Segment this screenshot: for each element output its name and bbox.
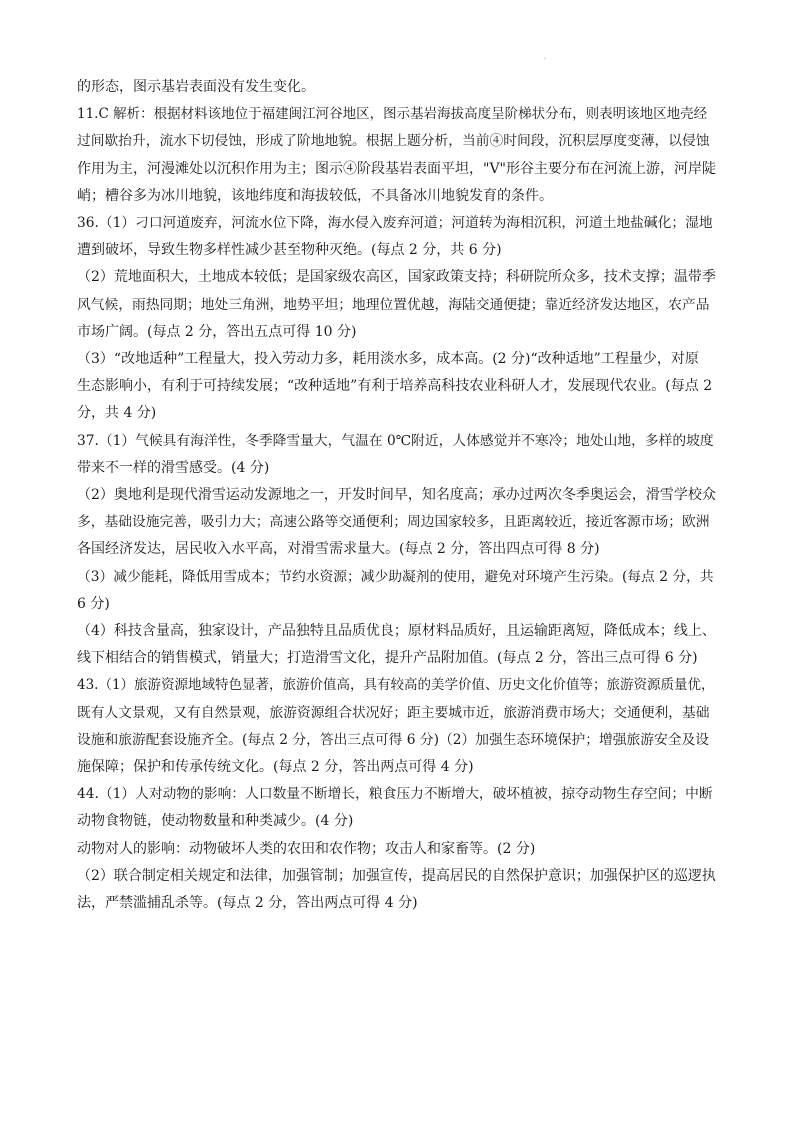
answer-paragraph-q36-1 [77,210,717,264]
text-line: 市场广阔。(每点 2 分，答出五点可得 10 分) [77,323,357,340]
text-line: （3）减少能耗，降低用雪成本；节约水资源；减少助凝剂的使用，避免对环境产生污染。(每点 2 分，共 [77,568,714,585]
text-line: （3）“改地适种”工程量大，投入劳动力多，耗用淡水多，成本高。(2 分)“改种适地”工程量少，对原 [77,351,699,368]
text-line: 峭；槽谷多为冰川地貌，该地纬度和海拔较低，不具备冰川地貌发育的条件。 [77,187,553,204]
text-line: 既有人文景观，又有自然景观，旅游资源组合状况好；距主要城市近，旅游消费市场大；交通便利，基础 [77,704,710,721]
text-line: 遭到破坏，导致生物多样性减少甚至物种灭绝。(每点 2 分，共 6 分) [77,242,502,259]
text-line: 各国经济发达，居民收入水平高，对滑雪需求量大。(每点 2 分，答出四点可得 8 分) [77,541,600,558]
text-line: 43.（1）旅游资源地域特色显著，旅游价值高，具有较高的美学价值、历史文化价值等；旅游资源质量优， [77,677,715,694]
answer-paragraph-q37-3 [77,564,717,618]
text-line: 6 分) [77,595,110,612]
text-line: 多，基础设施完善，吸引力大；高速公路等交通便利；周边国家较多，且距离较近，接近客源市场；欧洲 [77,514,710,531]
answer-content [77,74,717,917]
answer-paragraph-q11 [77,101,717,210]
answer-paragraph-q44-2 [77,863,717,917]
answer-paragraph-q43 [77,672,717,781]
text-line: （2）荒地面积大，土地成本较低；是国家级农高区，国家政策支持；科研院所众多，技术支撑；温带季 [77,269,716,286]
answer-paragraph-q37-4 [77,618,717,672]
text-line: 设施和旅游配套设施齐全。(每点 2 分，答出三点可得 6 分)（2）加强生态环境保护；增强旅游安全及设 [77,731,709,748]
text-line: （2）联合制定相关规定和法律，加强管制；加强宣传，提高居民的自然保护意识；加强保护区的巡逻执 [77,867,716,884]
answer-paragraph-q36-3 [77,346,717,428]
text-line: 分，共 4 分) [77,405,157,422]
text-line: （4）科技含量高，独家设计，产品独特且品质优良；原材料品质好，且运输距离短，降低成本；线上、 [77,623,716,640]
text-line: （2）奥地利是现代滑雪运动发源地之一，开发时间早，知名度高；承办过两次冬季奥运会，滑雪学校众 [77,487,716,504]
text-line: 生态影响小，有利于可持续发展；“改种适地”有利于培养高科技农业科研人才，发展现代农业。(每点 2 [77,378,713,395]
text-line: 带来不一样的滑雪感受。(4 分) [77,459,270,476]
answer-paragraph-q37-2 [77,482,717,564]
text-line: 线下相结合的销售模式，销量大；打造滑雪文化，提升产品附加值。(每点 2 分，答出三点可得 6 分) [77,650,698,667]
text-line: 风气候，雨热同期；地处三角洲，地势平坦；地理位置优越，海陆交通便捷；靠近经济发达地区，农产品 [77,296,710,313]
answer-paragraph-p0 [77,74,717,101]
text-line: 动物食物链，使动物数量和种类减少。(4 分) [77,813,354,830]
answer-paragraph-q44-1 [77,781,717,835]
text-line: 的形态，图示基岩表面没有发生变化。 [77,79,315,95]
text-line: 动物对人的影响：动物破坏人类的农田和农作物；攻击人和家畜等。(2 分) [77,840,536,857]
text-line: 施保障；保护和传承传统文化。(每点 2 分，答出两点可得 4 分) [77,759,474,776]
answer-paragraph-q44-1b [77,836,717,863]
text-line: 过间歇抬升，流水下切侵蚀，形成了阶地地貌。根据上题分析，当前④时间段，沉积层厚度变薄，以侵蚀 [77,133,710,150]
text-line: 法，严禁滥捕乱杀等。(每点 2 分，答出两点可得 4 分) [77,895,418,912]
text-line: 37.（1）气候具有海洋性，冬季降雪量大，气温在 0℃附近，人体感觉并不寒冷；地处山地，多样的坡度 [77,432,714,449]
text-line: 36.（1）刁口河道废弃，河流水位下降，海水侵入废弃河道；河道转为海相沉积，河道土地盐碱化；湿地 [77,215,713,232]
answer-paragraph-q36-2 [77,264,717,346]
text-line: 11.C 解析：根据材料该地位于福建闽江河谷地区，图示基岩海拔高度呈阶梯状分布，则表明该地区地壳经 [77,106,708,123]
header-mark: · [544,56,546,63]
answer-paragraph-q37-1 [77,428,717,482]
text-line: 作用为主，河漫滩处以沉积作用为主；图示④阶段基岩表面平坦，"V"形谷主要分布在河流上游，河岸陡 [77,160,716,177]
text-line: 44.（1）人对动物的影响：人口数量不断增长，粮食压力不断增大，破坏植被，掠夺动物生存空间；中断 [77,786,713,803]
